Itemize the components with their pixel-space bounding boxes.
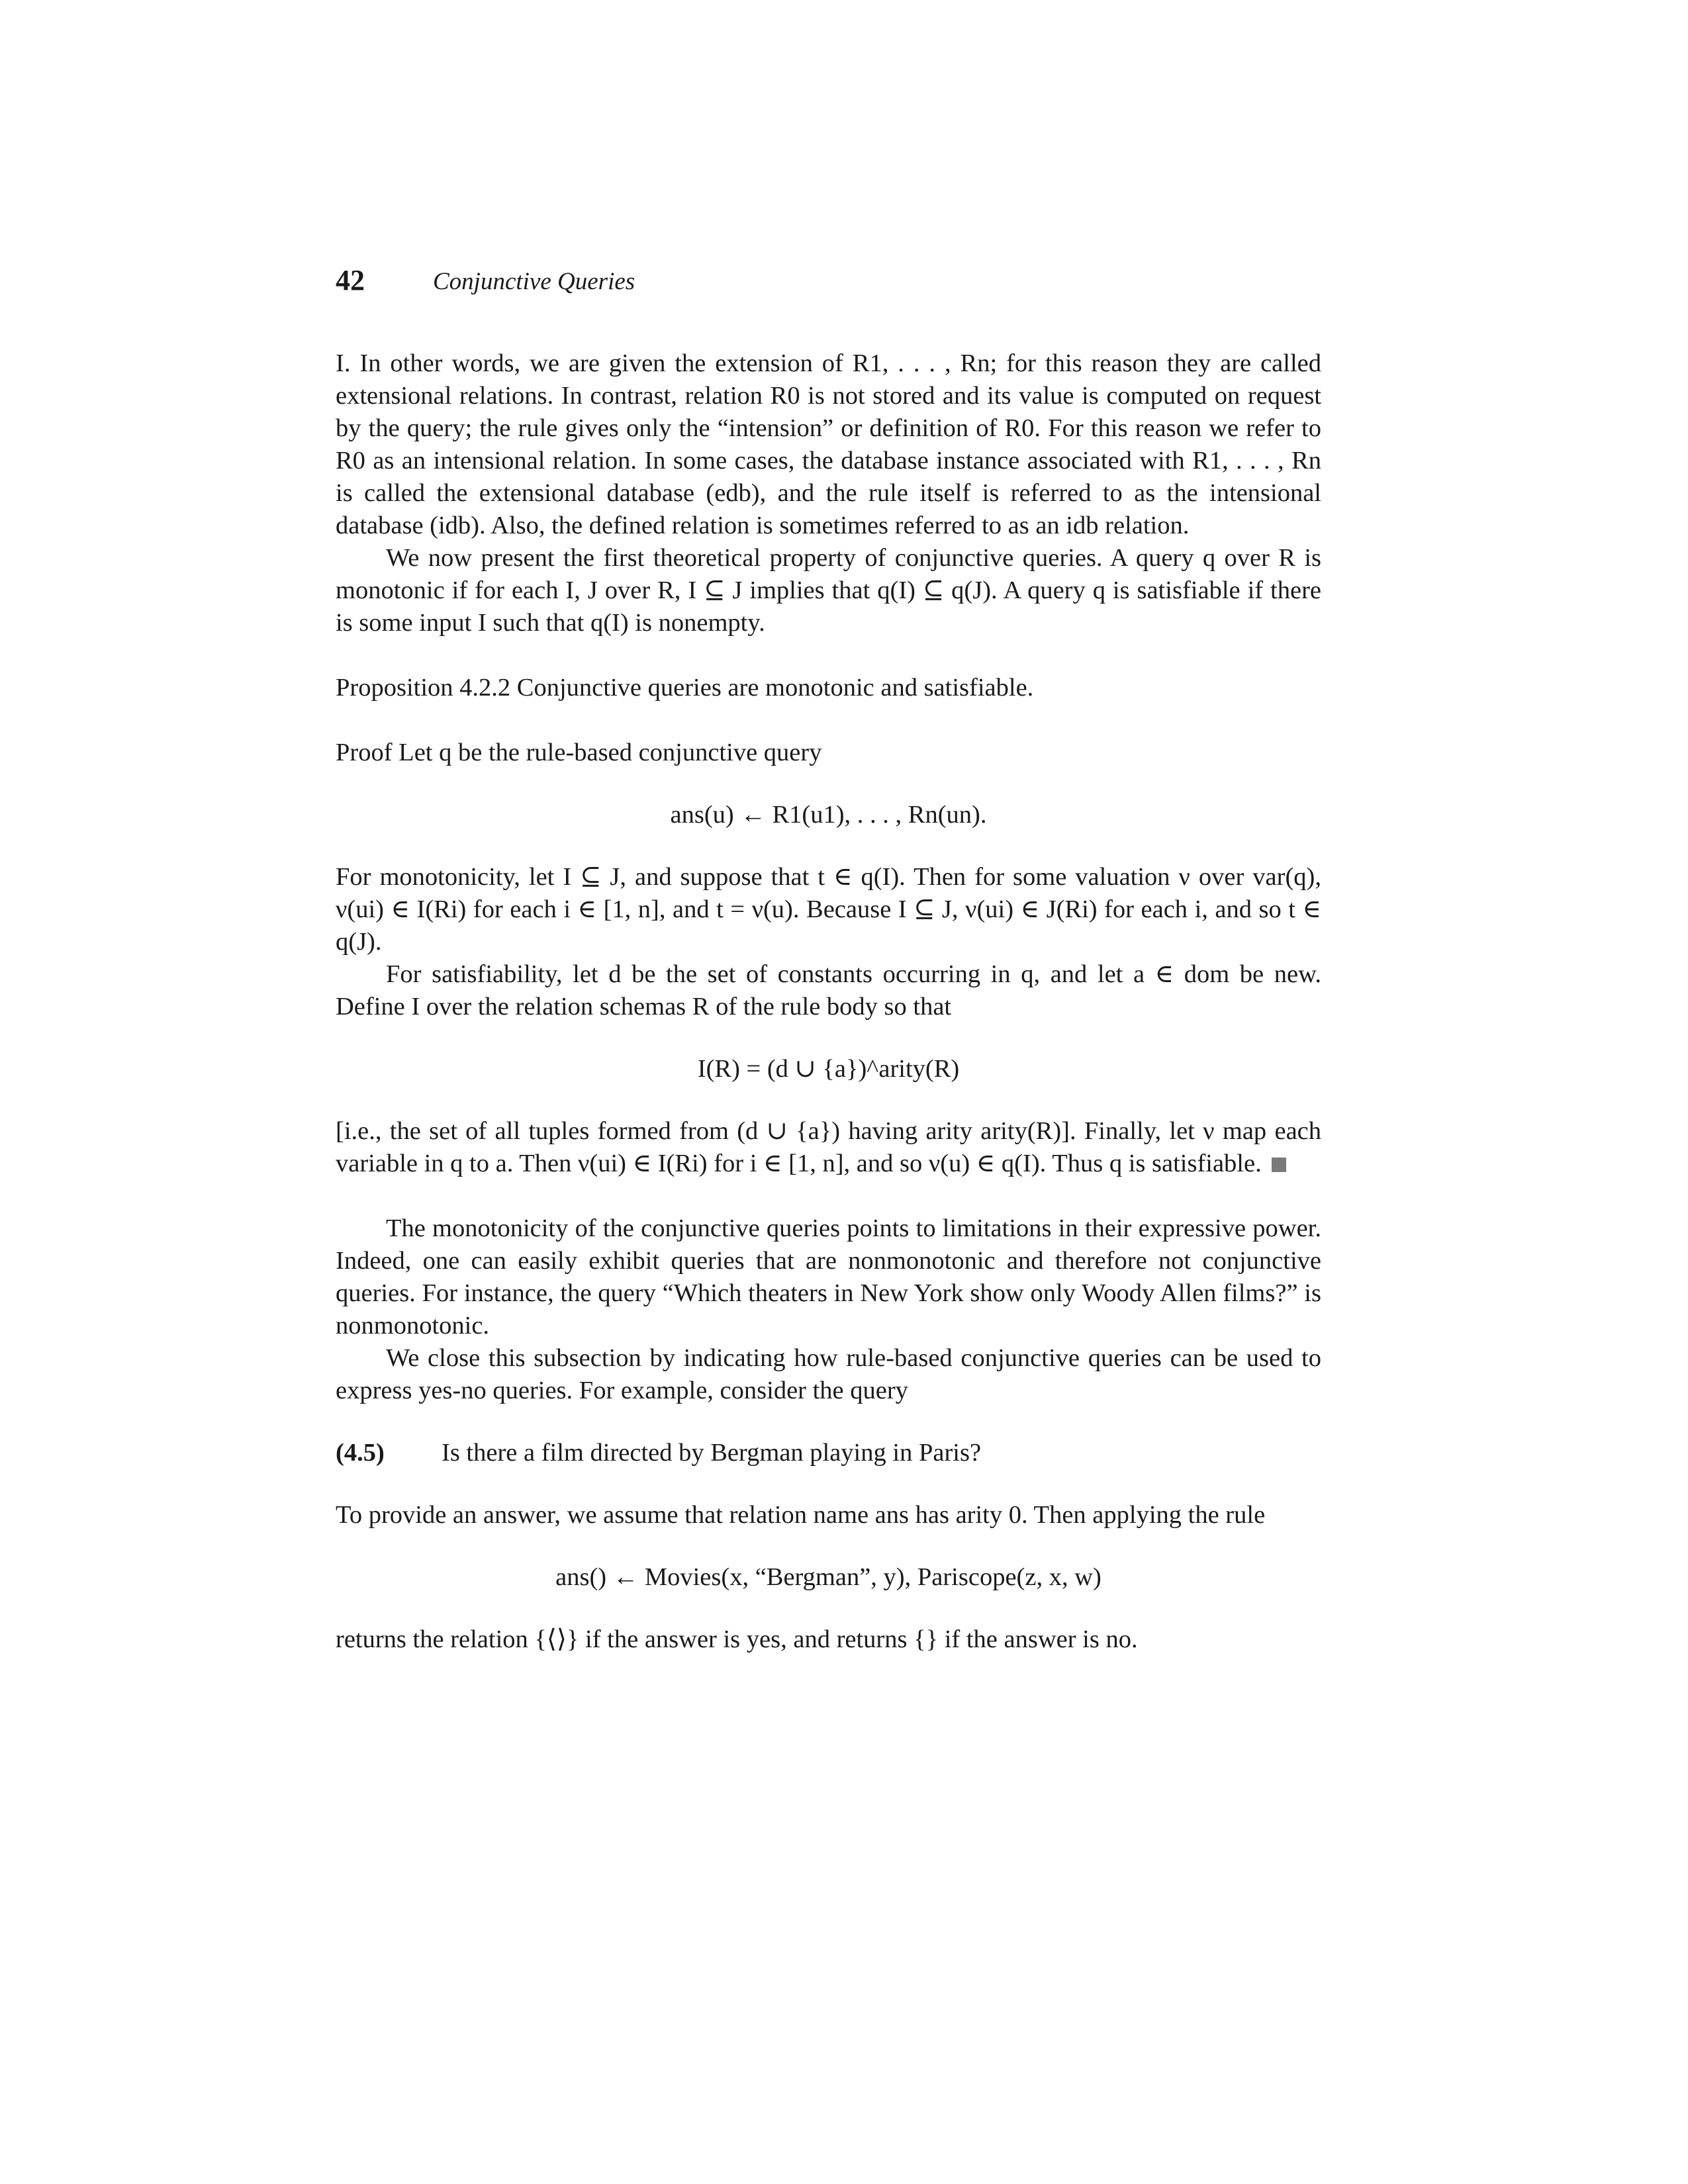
running-title: Conjunctive Queries xyxy=(433,268,635,295)
paragraph: For monotonicity, let I ⊆ J, and suppose that t ∈ q(I). Then for some valuation ν over var(q), ν(ui) ∈ I(Ri) for each i ∈ [1, n], and t = ν(u). Because I ⊆ J, ν(ui) ∈ J(Ri) for each i, and so t ∈ q(J). xyxy=(336,863,1321,956)
paragraph: For satisfiability, let d be the set of constants occurring in q, and let a ∈ dom be new. Define I over the relation schemas R of the rule body so that xyxy=(336,960,1321,1021)
proposition: Proposition 4.2.2 Conjunctive queries are monotonic and satisfiable. xyxy=(336,674,1034,702)
body-text xyxy=(336,347,1321,1656)
proof-end-text: [i.e., the set of all tuples formed from (d ∪ {a}) having arity arity(R)]. Finally, let ν map each variable in q to a. Then ν(ui) ∈ I(Ri) for i ∈ [1, n], and so ν(u) ∈ q(I). Thus q is satisfiable. xyxy=(336,1117,1321,1177)
numbered-query xyxy=(336,1437,1321,1469)
display-equation: ans() ← Movies(x, “Bergman”, y), Pariscope(z, x, w) xyxy=(555,1563,1102,1591)
page-number: 42 xyxy=(336,264,365,296)
query-label: (4.5) xyxy=(336,1439,385,1467)
paragraph: I. In other words, we are given the extension of R1, . . . , Rn; for this reason they are called extensional relations. In contrast, relation R0 is not stored and its value is computed on request by the query; the rule gives only the “intension” or definition of R0. For this reason we refer to R0 as an intensional relation. In some cases, the database instance associated with R1, . . . , Rn is called the extensional database (edb), and the rule itself is referred to as the intensional database (idb). Also, the defined relation is sometimes referred to as an idb relation. xyxy=(336,349,1321,539)
proof-intro: Proof Let q be the rule-based conjunctive query xyxy=(336,739,822,766)
qed-square-icon xyxy=(1272,1158,1286,1172)
paragraph: To provide an answer, we assume that relation name ans has arity 0. Then applying the rule xyxy=(336,1501,1266,1529)
paragraph: returns the relation {⟨⟩} if the answer is yes, and returns {} if the answer is no. xyxy=(336,1625,1138,1653)
query-text: Is there a film directed by Bergman playing in Paris? xyxy=(442,1439,982,1467)
paragraph: We close this subsection by indicating how rule-based conjunctive queries can be used to express yes-no queries. For example, consider the query xyxy=(336,1344,1321,1404)
display-equation: I(R) = (d ∪ {a})^arity(R) xyxy=(697,1055,960,1083)
display-equation: ans(u) ← R1(u1), . . . , Rn(un). xyxy=(670,801,987,829)
paragraph: We now present the first theoretical property of conjunctive queries. A query q over R is monotonic if for each I, J over R, I ⊆ J implies that q(I) ⊆ q(J). A query q is satisfiable if there is some input I such that q(I) is nonempty. xyxy=(336,544,1321,637)
paragraph: The monotonicity of the conjunctive queries points to limitations in their expressive power. Indeed, one can easily exhibit queries that are nonmonotonic and therefore not conjunctive queries. For instance, the query “Which theaters in New York show only Woody Allen films?” is nonmonotonic. xyxy=(336,1214,1321,1340)
paragraph xyxy=(336,1115,1321,1180)
